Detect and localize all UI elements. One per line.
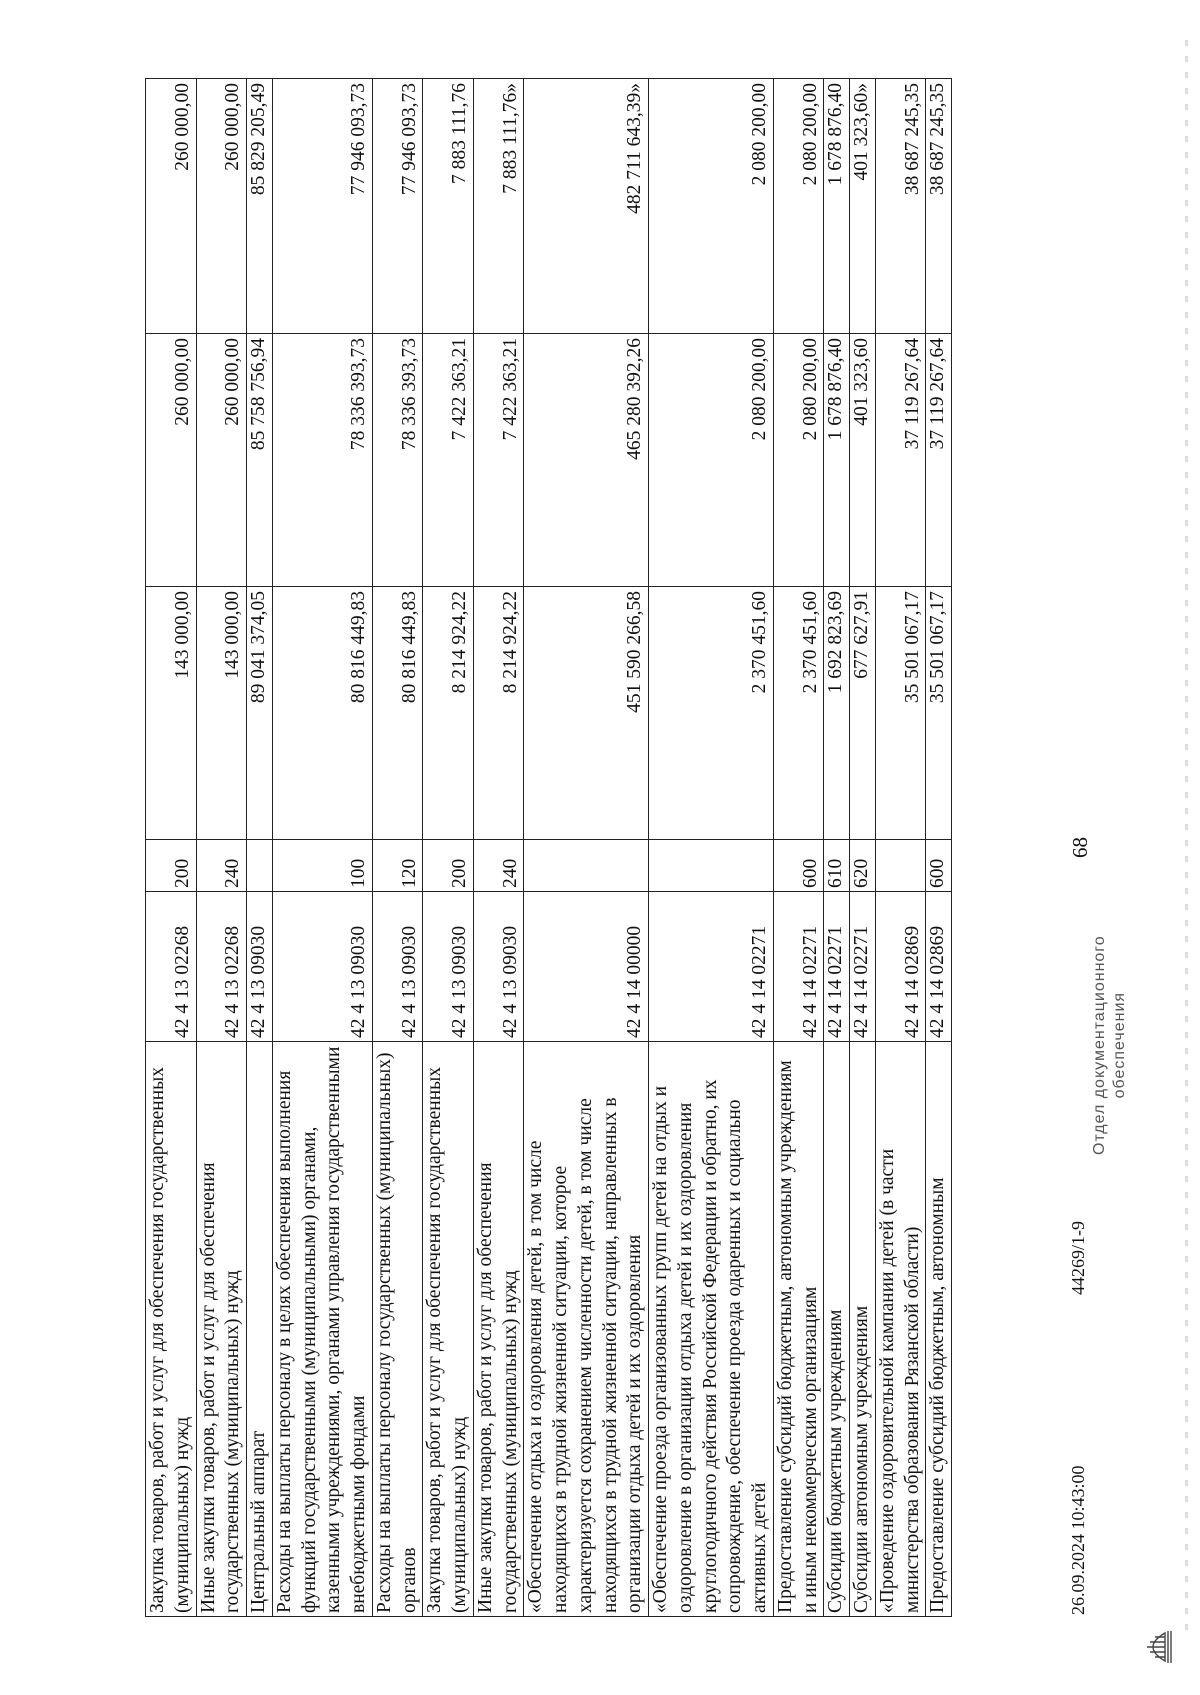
row-name: «Обеспечение проезда организованных групп детей на отдых и оздоровление в организации отдыха детей и их оздоровления круглогодичного действия Российской Федерации и обратно, их сопровождение, обеспечение проезда одаренных и социально активных детей xyxy=(649,1042,774,1617)
row-name: Центральный аппарат xyxy=(247,1042,273,1617)
target-article-code: 42 4 14 02271 xyxy=(649,892,774,1042)
row-name: Закупка товаров, работ и услуг для обеспечения государственных (муниципальных) нужд xyxy=(146,1042,197,1617)
amount-year-2: 260 000,00 xyxy=(146,334,197,587)
amount-year-1: 143 000,00 xyxy=(196,587,247,840)
table-row xyxy=(473,79,524,1617)
row-name: Предоставление субсидий бюджетным, автономным xyxy=(926,1042,952,1617)
amount-year-2: 78 336 393,73 xyxy=(272,334,372,587)
expense-type-code: 240 xyxy=(196,840,247,892)
amount-year-3: 7 883 111,76 xyxy=(423,79,474,334)
amount-year-2: 401 323,60 xyxy=(850,334,876,587)
expense-type-code: 600 xyxy=(773,840,824,892)
row-name: Расходы на выплаты персоналу в целях обеспечения выполнения функций государственными (муниципальными) органами, казенными учреждениями, органами управления государственными внебюджетными фондами xyxy=(272,1042,372,1617)
department-stamp xyxy=(1090,935,1130,1155)
expense-type-code xyxy=(524,840,649,892)
amount-year-3: 1 678 876,40 xyxy=(824,79,850,334)
budget-table xyxy=(145,78,952,1617)
amount-year-3: 401 323,60» xyxy=(850,79,876,334)
amount-year-3: 38 687 245,35 xyxy=(926,79,952,334)
row-name: Предоставление субсидий бюджетным, автономным учреждениям и иным некоммерческим организациям xyxy=(773,1042,824,1617)
expense-type-code xyxy=(875,840,926,892)
amount-year-2: 37 119 267,64 xyxy=(926,334,952,587)
target-article-code: 42 4 13 09030 xyxy=(473,892,524,1042)
amount-year-3: 77 946 093,73 xyxy=(372,79,423,334)
amount-year-3: 2 080 200,00 xyxy=(773,79,824,334)
amount-year-1: 8 214 924,22 xyxy=(423,587,474,840)
logo-icon xyxy=(1135,1627,1175,1667)
stamp-line-1: Отдел документационного xyxy=(1091,935,1108,1155)
target-article-code: 42 4 13 09030 xyxy=(423,892,474,1042)
amount-year-1: 1 692 823,69 xyxy=(824,587,850,840)
expense-type-code: 120 xyxy=(372,840,423,892)
footer-date: 26.09.2024 10:43:00 xyxy=(1068,1465,1088,1615)
expense-type-code: 100 xyxy=(272,840,372,892)
target-article-code: 42 4 13 09030 xyxy=(372,892,423,1042)
amount-year-2: 1 678 876,40 xyxy=(824,334,850,587)
amount-year-2: 2 080 200,00 xyxy=(649,334,774,587)
table-row xyxy=(423,79,474,1617)
expense-type-code: 610 xyxy=(824,840,850,892)
table-row xyxy=(524,79,649,1617)
target-article-code: 42 4 14 02271 xyxy=(824,892,850,1042)
amount-year-1: 35 501 067,17 xyxy=(875,587,926,840)
amount-year-1: 2 370 451,60 xyxy=(649,587,774,840)
target-article-code: 42 4 13 02268 xyxy=(196,892,247,1042)
target-article-code: 42 4 14 02869 xyxy=(875,892,926,1042)
row-name: Расходы на выплаты персоналу государственных (муниципальных) органов xyxy=(372,1042,423,1617)
table-row xyxy=(372,79,423,1617)
amount-year-1: 451 590 266,58 xyxy=(524,587,649,840)
amount-year-1: 80 816 449,83 xyxy=(272,587,372,840)
page-number: 68 xyxy=(1068,837,1092,858)
amount-year-3: 2 080 200,00 xyxy=(649,79,774,334)
amount-year-3: 260 000,00 xyxy=(196,79,247,334)
row-name: Субсидии автономным учреждениям xyxy=(850,1042,876,1617)
amount-year-2: 85 758 756,94 xyxy=(247,334,273,587)
expense-type-code: 240 xyxy=(473,840,524,892)
amount-year-2: 7 422 363,21 xyxy=(473,334,524,587)
table-row xyxy=(773,79,824,1617)
amount-year-1: 143 000,00 xyxy=(146,587,197,840)
target-article-code: 42 4 14 02271 xyxy=(850,892,876,1042)
table-row xyxy=(196,79,247,1617)
target-article-code: 42 4 13 09030 xyxy=(247,892,273,1042)
expense-type-code: 600 xyxy=(926,840,952,892)
amount-year-2: 78 336 393,73 xyxy=(372,334,423,587)
amount-year-2: 260 000,00 xyxy=(196,334,247,587)
amount-year-3: 7 883 111,76» xyxy=(473,79,524,334)
amount-year-2: 7 422 363,21 xyxy=(423,334,474,587)
footer-doc-number: 44269/1-9 xyxy=(1068,1221,1088,1295)
table-row xyxy=(247,79,273,1617)
amount-year-1: 89 041 374,05 xyxy=(247,587,273,840)
table-row xyxy=(649,79,774,1617)
row-name: «Проведение оздоровительной кампании детей (в части министерства образования Рязанской области) xyxy=(875,1042,926,1617)
expense-type-code: 620 xyxy=(850,840,876,892)
row-name: «Обеспечение отдыха и оздоровления детей, в том числе находящихся в трудной жизненной ситуации, которое характеризуется сохранением численности детей, в том числе находящихся в трудной жизненной ситуации, направленных в организации отдыха детей и их оздоровления xyxy=(524,1042,649,1617)
amount-year-3: 38 687 245,35 xyxy=(875,79,926,334)
expense-type-code xyxy=(247,840,273,892)
table-row xyxy=(875,79,926,1617)
table-row xyxy=(926,79,952,1617)
row-name: Иные закупки товаров, работ и услуг для обеспечения государственных (муниципальных) нужд xyxy=(473,1042,524,1617)
amount-year-2: 2 080 200,00 xyxy=(773,334,824,587)
amount-year-1: 80 816 449,83 xyxy=(372,587,423,840)
amount-year-3: 482 711 643,39» xyxy=(524,79,649,334)
amount-year-2: 37 119 267,64 xyxy=(875,334,926,587)
table-row xyxy=(850,79,876,1617)
amount-year-1: 677 627,91 xyxy=(850,587,876,840)
row-name: Закупка товаров, работ и услуг для обеспечения государственных (муниципальных) нужд xyxy=(423,1042,474,1617)
table-row xyxy=(272,79,372,1617)
expense-type-code: 200 xyxy=(146,840,197,892)
target-article-code: 42 4 14 00000 xyxy=(524,892,649,1042)
amount-year-1: 2 370 451,60 xyxy=(773,587,824,840)
target-article-code: 42 4 14 02869 xyxy=(926,892,952,1042)
amount-year-3: 260 000,00 xyxy=(146,79,197,334)
expense-type-code: 200 xyxy=(423,840,474,892)
expense-type-code xyxy=(649,840,774,892)
row-name: Субсидии бюджетным учреждениям xyxy=(824,1042,850,1617)
amount-year-3: 85 829 205,49 xyxy=(247,79,273,334)
target-article-code: 42 4 14 02271 xyxy=(773,892,824,1042)
target-article-code: 42 4 13 02268 xyxy=(146,892,197,1042)
amount-year-1: 35 501 067,17 xyxy=(926,587,952,840)
stamp-line-2: обеспечения xyxy=(1111,991,1128,1099)
scan-edge-artifact xyxy=(1185,40,1188,1640)
table-row xyxy=(146,79,197,1617)
target-article-code: 42 4 13 09030 xyxy=(272,892,372,1042)
amount-year-2: 465 280 392,26 xyxy=(524,334,649,587)
amount-year-3: 77 946 093,73 xyxy=(272,79,372,334)
amount-year-1: 8 214 924,22 xyxy=(473,587,524,840)
row-name: Иные закупки товаров, работ и услуг для обеспечения государственных (муниципальных) нужд xyxy=(196,1042,247,1617)
table-row xyxy=(824,79,850,1617)
